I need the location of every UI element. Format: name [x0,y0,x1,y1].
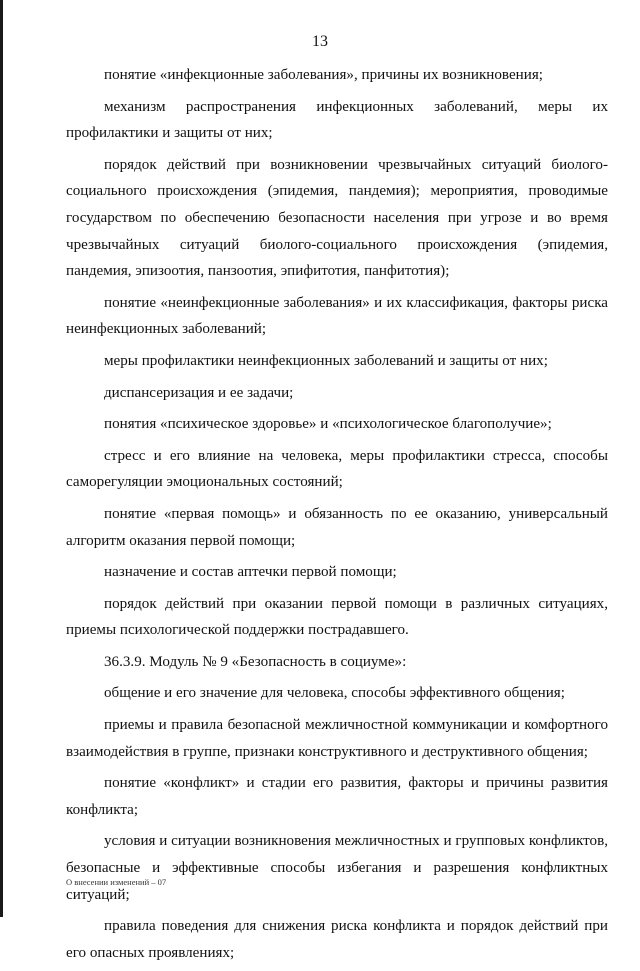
paragraph: понятие «инфекционные заболевания», причины их возникновения; [104,67,543,83]
paragraph: порядок действий при возникновении чрезвычайных ситуаций биолого-социального происхождения (эпидемия, пандемия); мероприятия, проводимые государством по обеспечению безопасности населения при угрозе и во время чрезвычайных ситуаций биолого-социального происхождения (эпидемия, пандемия, эпизоотия, панзоотия, эпифитотия, панфитотия); [66,156,608,280]
paragraph: правила поведения для снижения риска конфликта и порядок действий при его опасных проявлениях; [66,918,608,961]
footer-note: О внесении изменений – 07 [66,877,167,887]
paragraph: общение и его значение для человека, способы эффективного общения; [104,685,565,702]
paragraph: понятие «конфликт» и стадии его развития, факторы и причины развития конфликта; [66,775,608,818]
page-edge [0,0,3,917]
paragraph: понятие «первая помощь» и обязанность по ее оказанию, универсальный алгоритм оказания первой помощи; [66,505,608,549]
page-number: 13 [312,33,328,50]
paragraph: порядок действий при оказании первой помощи в различных ситуациях, приемы психологической поддержки пострадавшего. [66,595,608,639]
paragraph: меры профилактики неинфекционных заболеваний и защиты от них; [104,352,548,369]
paragraph: назначение и состав аптечки первой помощи; [104,564,397,581]
paragraph: стресс и его влияние на человека, меры профилактики стресса, способы саморегуляции эмоциональных состояний; [66,447,608,491]
paragraph: приемы и правила безопасной межличностной коммуникации и комфортного взаимодействия в группе, признаки конструктивного и деструктивного общения; [66,717,608,760]
paragraph: механизм распространения инфекционных заболеваний, меры их профилактики и защиты от них; [66,98,608,142]
paragraph: понятия «психическое здоровье» и «психологическое благополучие»; [104,416,552,433]
section-heading: 36.3.9. Модуль № 9 «Безопасность в социуме»: [104,653,407,670]
document-body [66,62,608,971]
paragraph: условия и ситуации возникновения межличностных и групповых конфликтов, безопасные и эффективные способы избегания и разрешения конфликтных ситуаций; [66,833,608,903]
paragraph: диспансеризация и ее задачи; [104,384,294,401]
paragraph: понятие «неинфекционные заболевания» и их классификация, факторы риска неинфекционных заболеваний; [66,294,608,338]
